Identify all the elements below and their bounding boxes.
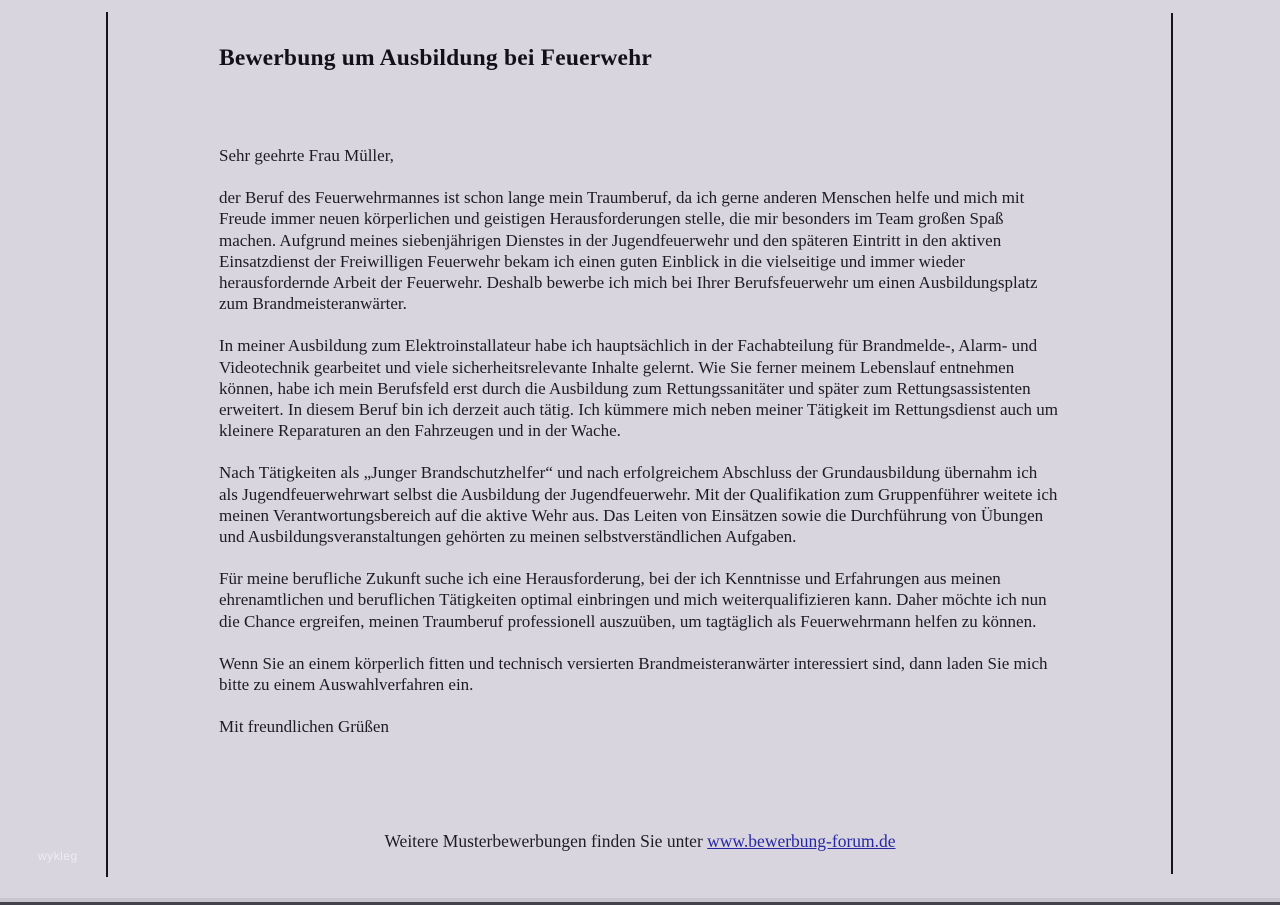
paragraph-2: In meiner Ausbildung zum Elektroinstallateur habe ich hauptsächlich in der Fachabteilung für Brandmelde-, Alarm- und Videotechnik gearbeitet und viele sicherheitsrelevante Inhalte gelernt. Wie Sie ferner meinem Lebenslauf entnehmen können, habe ich mein Berufsfeld erst durch die Ausbildung zum Rettungssanitäter und später zum Rettungsassistenten erweitert. In diesem Beruf bin ich derzeit auch tätig. Ich kümmere mich neben meiner Tätigkeit im Rettungsdienst auch um kleinere Reparaturen an den Fahrzeugen und in der Wache. [219,336,1059,441]
closing-line: Mit freundlichen Grüßen [219,717,389,737]
footer-text: Weitere Musterbewerbungen finden Sie unter [384,831,708,851]
bottom-edge-strip [0,898,1280,905]
letter-body [219,44,1059,737]
paragraph-5: Wenn Sie an einem körperlich fitten und technisch versierten Brandmeisteranwärter interessiert sind, dann laden Sie mich bitte zu einem Auswahlverfahren ein. [219,653,1048,695]
watermark-text: wykleg [38,849,78,863]
salutation: Sehr geehrte Frau Müller, [219,146,394,165]
paragraph-4: Für meine berufliche Zukunft suche ich eine Herausforderung, bei der ich Kenntnisse und Erfahrungen aus meinen ehrenamtlichen und beruflichen Tätigkeiten optimal einbringen und mich weiterqualifizieren kann. Daher möchte ich nun die Chance ergreifen, meinen Traumberuf professionell auszuüben, um tagtäglich als Feuerwehrmann helfen zu können. [219,569,1047,631]
paragraph-3: Nach Tätigkeiten als „Junger Brandschutzhelfer“ und nach erfolgreichem Abschluss der Grundausbildung übernahm ich als Jugendfeuerwehrwart selbst die Ausbildung der Jugendfeuerwehr. Mit der Qualifikation zum Gruppenführer weitete ich meinen Verantwortungsbereich auf die aktive Wehr aus. Das Leiten von Einsätzen sowie die Durchführung von Übungen und Ausbildungsveranstaltungen gehörten zu meinen selbstverständlichen Aufgaben. [219,463,1058,547]
left-vertical-rule [106,12,108,877]
right-vertical-rule [1171,13,1173,874]
paragraph-1: der Beruf des Feuerwehrmannes ist schon lange mein Traumberuf, da ich gerne anderen Menschen helfe und mich mit Freude immer neuen körperlichen und geistigen Herausforderungen stelle, die mir besonders im Team großen Spaß machen. Aufgrund meines siebenjährigen Dienstes in der Jugendfeuerwehr und den späteren Eintritt in den aktiven Einsatzdienst der Freiwilligen Feuerwehr bekam ich einen guten Einblick in die vielseitige und immer wieder herausfordernde Arbeit der Feuerwehr. Deshalb bewerbe ich mich bei Ihrer Berufsfeuerwehr um einen Ausbildungsplatz zum Brandmeisteranwärter. [219,188,1038,314]
bewerbung-forum-link[interactable]: www.bewerbung-forum.de [707,831,896,851]
letter-title: Bewerbung um Ausbildung bei Feuerwehr [219,45,653,71]
footer-note [0,831,1280,852]
